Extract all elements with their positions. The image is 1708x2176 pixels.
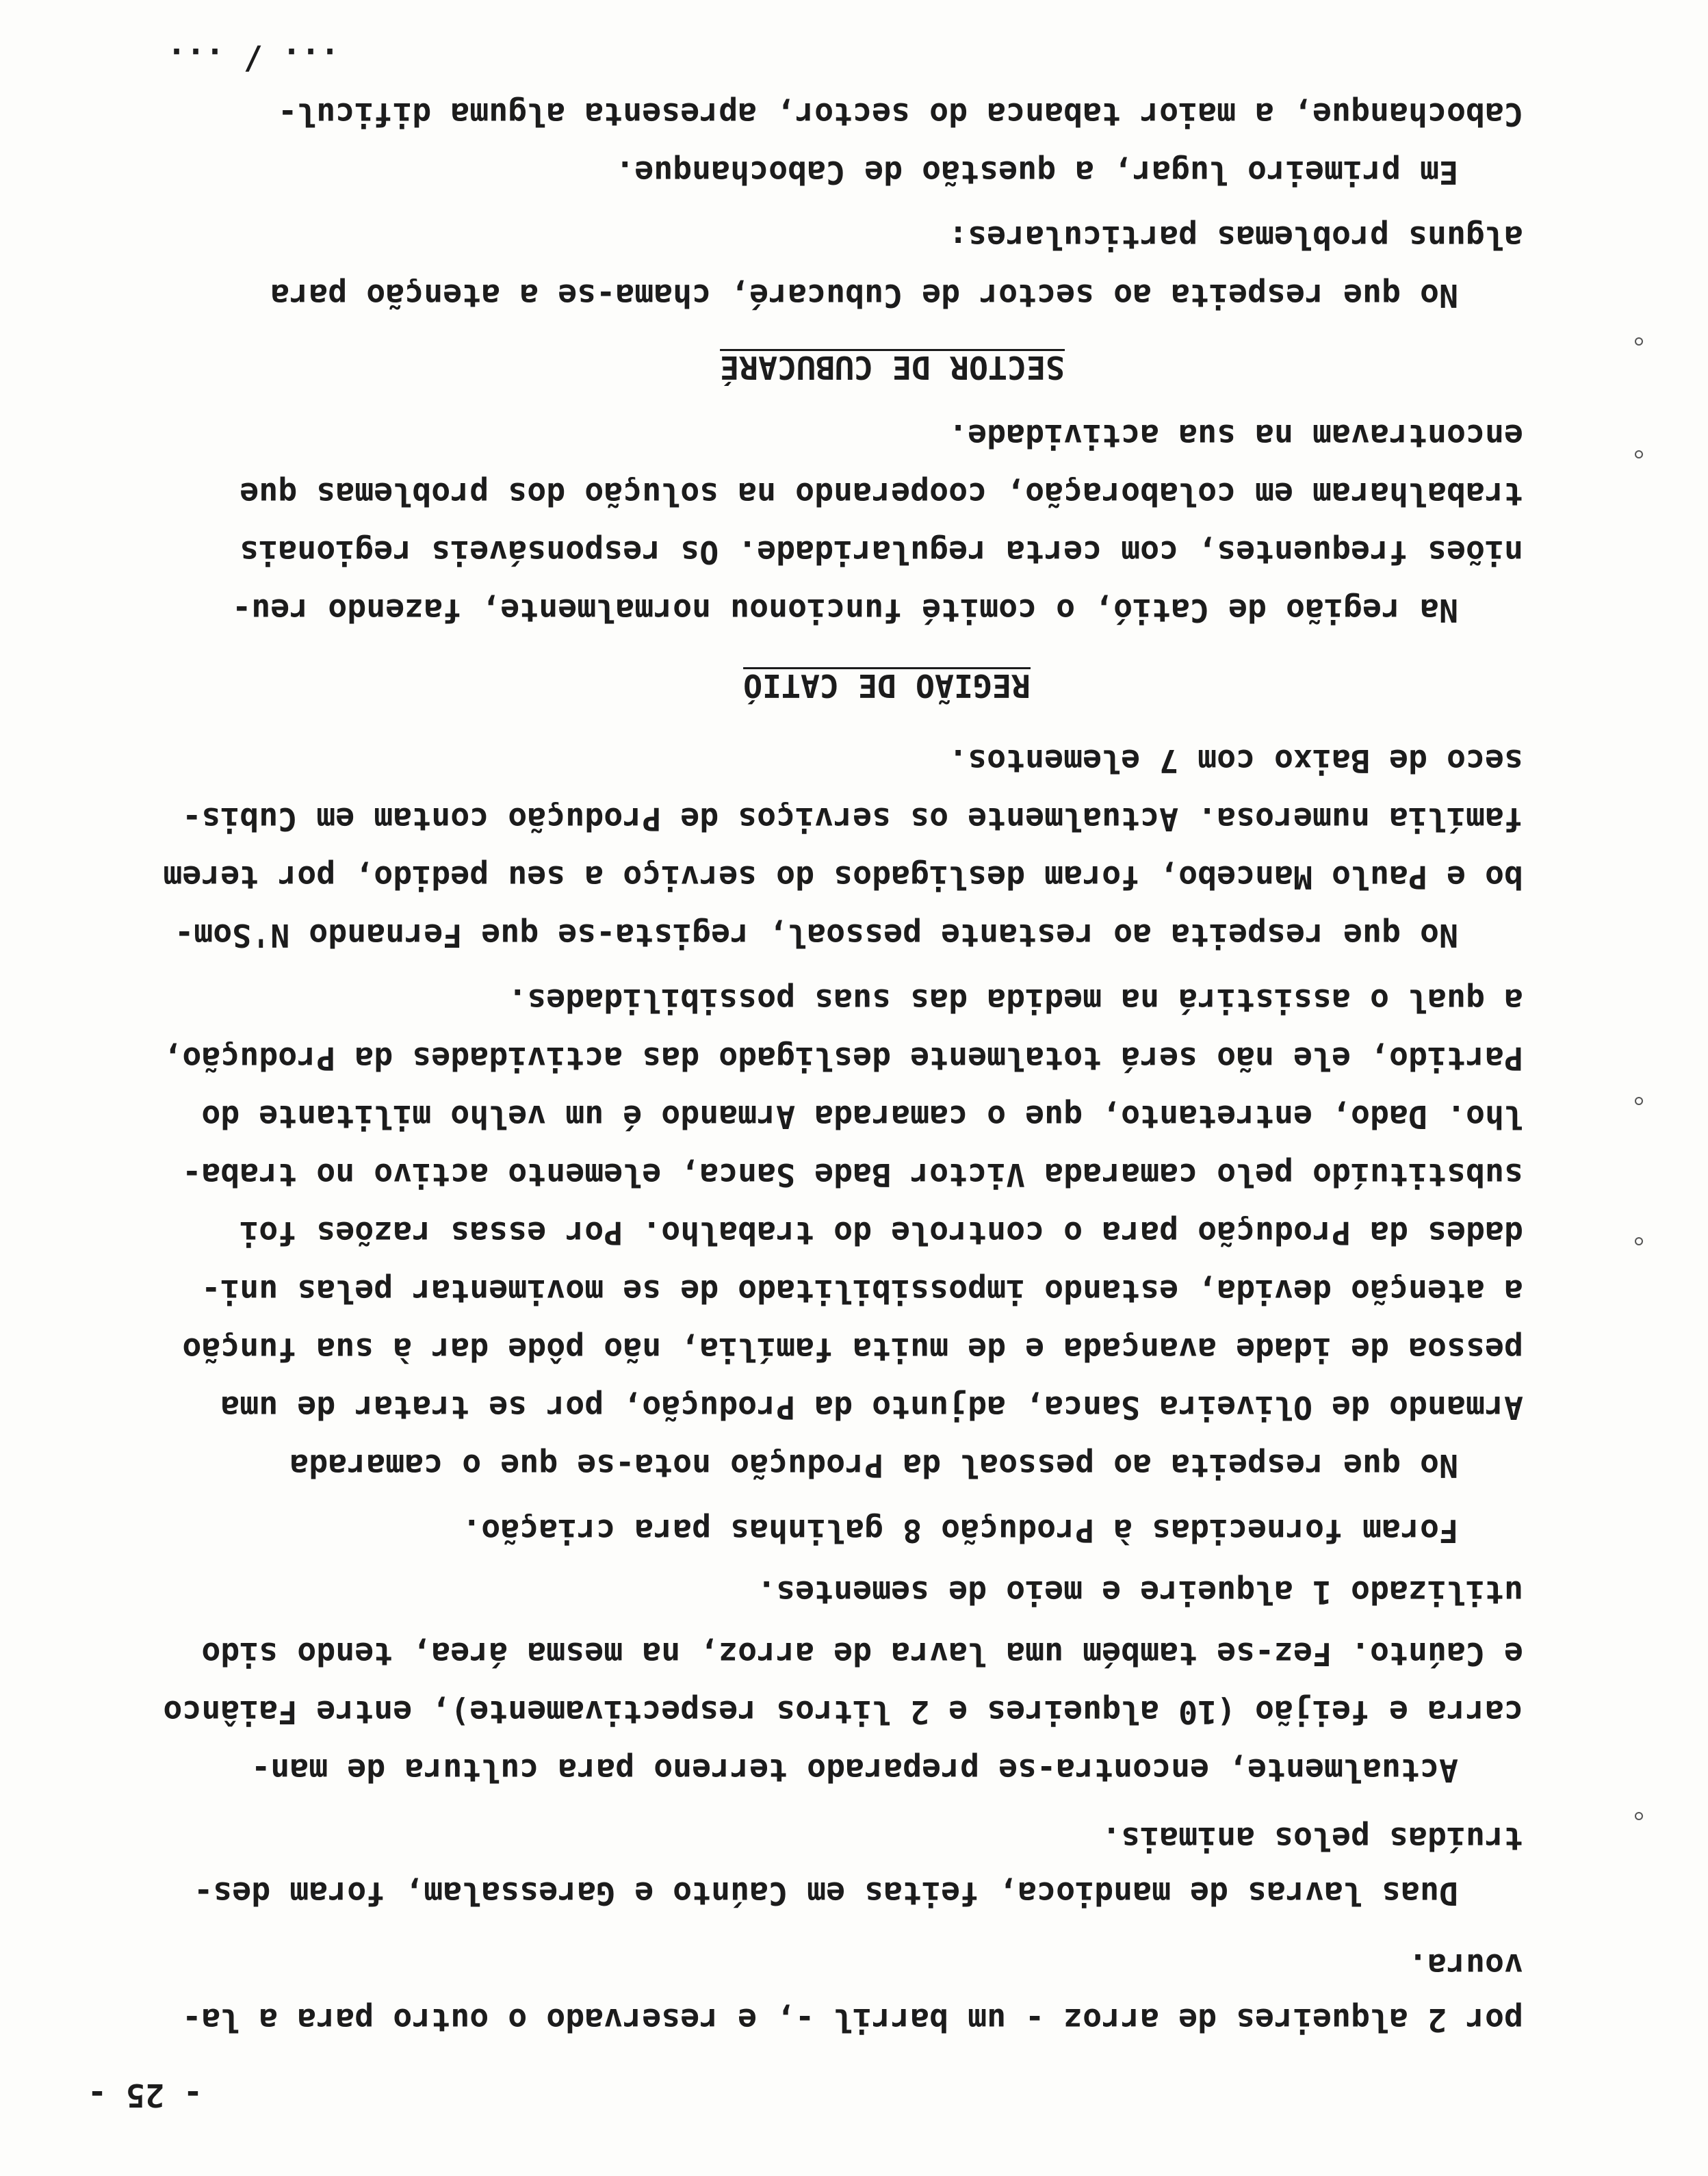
section-heading: SECTOR DE CUBUCARÉ [720, 349, 1065, 386]
page-number: - 25 - [88, 2077, 203, 2114]
text-line: bo e Paulo Mancebo, foram desligados do serviço a seu pedido, por terem [163, 859, 1523, 896]
text-line: e Caúnto. Fez-se também uma lavra de arroz, na mesma área, tendo sido [201, 1635, 1523, 1672]
text-line: seco de Baixo com 7 elementos. [948, 742, 1523, 779]
scan-mark [1635, 1237, 1643, 1245]
section-heading: REGIÃO DE CATIÓ [743, 667, 1031, 704]
text-line: a qual o assistirá na medida das suas possibilidades. [508, 982, 1523, 1019]
text-line: Duas lavras de mandioca, feitas em Caúnto e Garessalam, foram des- [194, 1875, 1458, 1912]
scan-mark [1635, 1097, 1643, 1105]
continuation-marker: ... / ... [167, 41, 339, 78]
text-line: carra e feijão (10 alqueires e 2 litros respectivamente), entre Faiânco [163, 1694, 1523, 1731]
text-line: niões frequentes, com certa regularidade. Os responsáveis regionais [240, 534, 1523, 571]
text-line: Foram fornecidas à Produção 8 galinhas para criação. [462, 1512, 1458, 1549]
text-line: encontravam na sua actividade. [948, 417, 1523, 454]
scan-mark [1635, 450, 1643, 458]
text-line: Actualmente, encontra-se preparado terreno para cultura de man- [251, 1752, 1458, 1789]
scan-mark [1635, 1812, 1643, 1820]
text-line: truídas pelos animais. [1102, 1820, 1523, 1857]
text-line: lho. Dado, entretanto, que o camarada Armando é um velho militante do [201, 1098, 1523, 1135]
text-line: No que respeita ao restante pessoal, regista-se que Fernando N'Som- [174, 917, 1458, 954]
text-line: Em primeiro lugar, a questão de Cabochanque. [615, 154, 1458, 191]
text-line: utilizado 1 alqueire e meio de sementes. [757, 1574, 1523, 1611]
text-line: pessoa de idade avançada e de muita família, não pôde dar à sua função [182, 1331, 1523, 1368]
text-line: substituído pelo camarada Victor Bade Sanca, elemento activo no traba- [182, 1156, 1523, 1193]
text-line: a atenção devida, estando impossibilitado de se movimentar pelas uni- [201, 1273, 1523, 1310]
text-line: No que respeita ao sector de Cubucaré, chama-se a atenção para [270, 277, 1458, 314]
text-line: Armando de Oliveira Sanca, adjunto da Produção, por se tratar de uma [220, 1389, 1523, 1426]
text-line: alguns problemas particulares: [948, 219, 1523, 256]
text-line: dades da Produção para o controle do trabalho. Por essas razões foi [240, 1215, 1523, 1252]
text-line: Partido, ele não será totalmente desligado das actividades da Produção, [163, 1040, 1523, 1077]
text-line: voura. [1408, 1947, 1523, 1984]
scan-mark [1635, 337, 1643, 346]
text-line: Na região de Catió, o comité funcionou normalmente, fazendo reu- [232, 592, 1458, 629]
text-line: por 2 alqueires de arroz - um barril -, e reservado o outro para a la- [182, 2002, 1523, 2038]
text-line: trabalharam em colaboração, cooperando na solução dos problemas que [240, 476, 1523, 513]
text-line: No que respeita ao pessoal da Produção nota-se que o camarada [289, 1447, 1458, 1484]
text-line: família numerosa. Actualmente os serviços de Produção contam em Cubis- [182, 801, 1523, 838]
text-line: Cabochanque, a maior tabanca do sector, apresenta alguma dificul- [278, 96, 1523, 133]
